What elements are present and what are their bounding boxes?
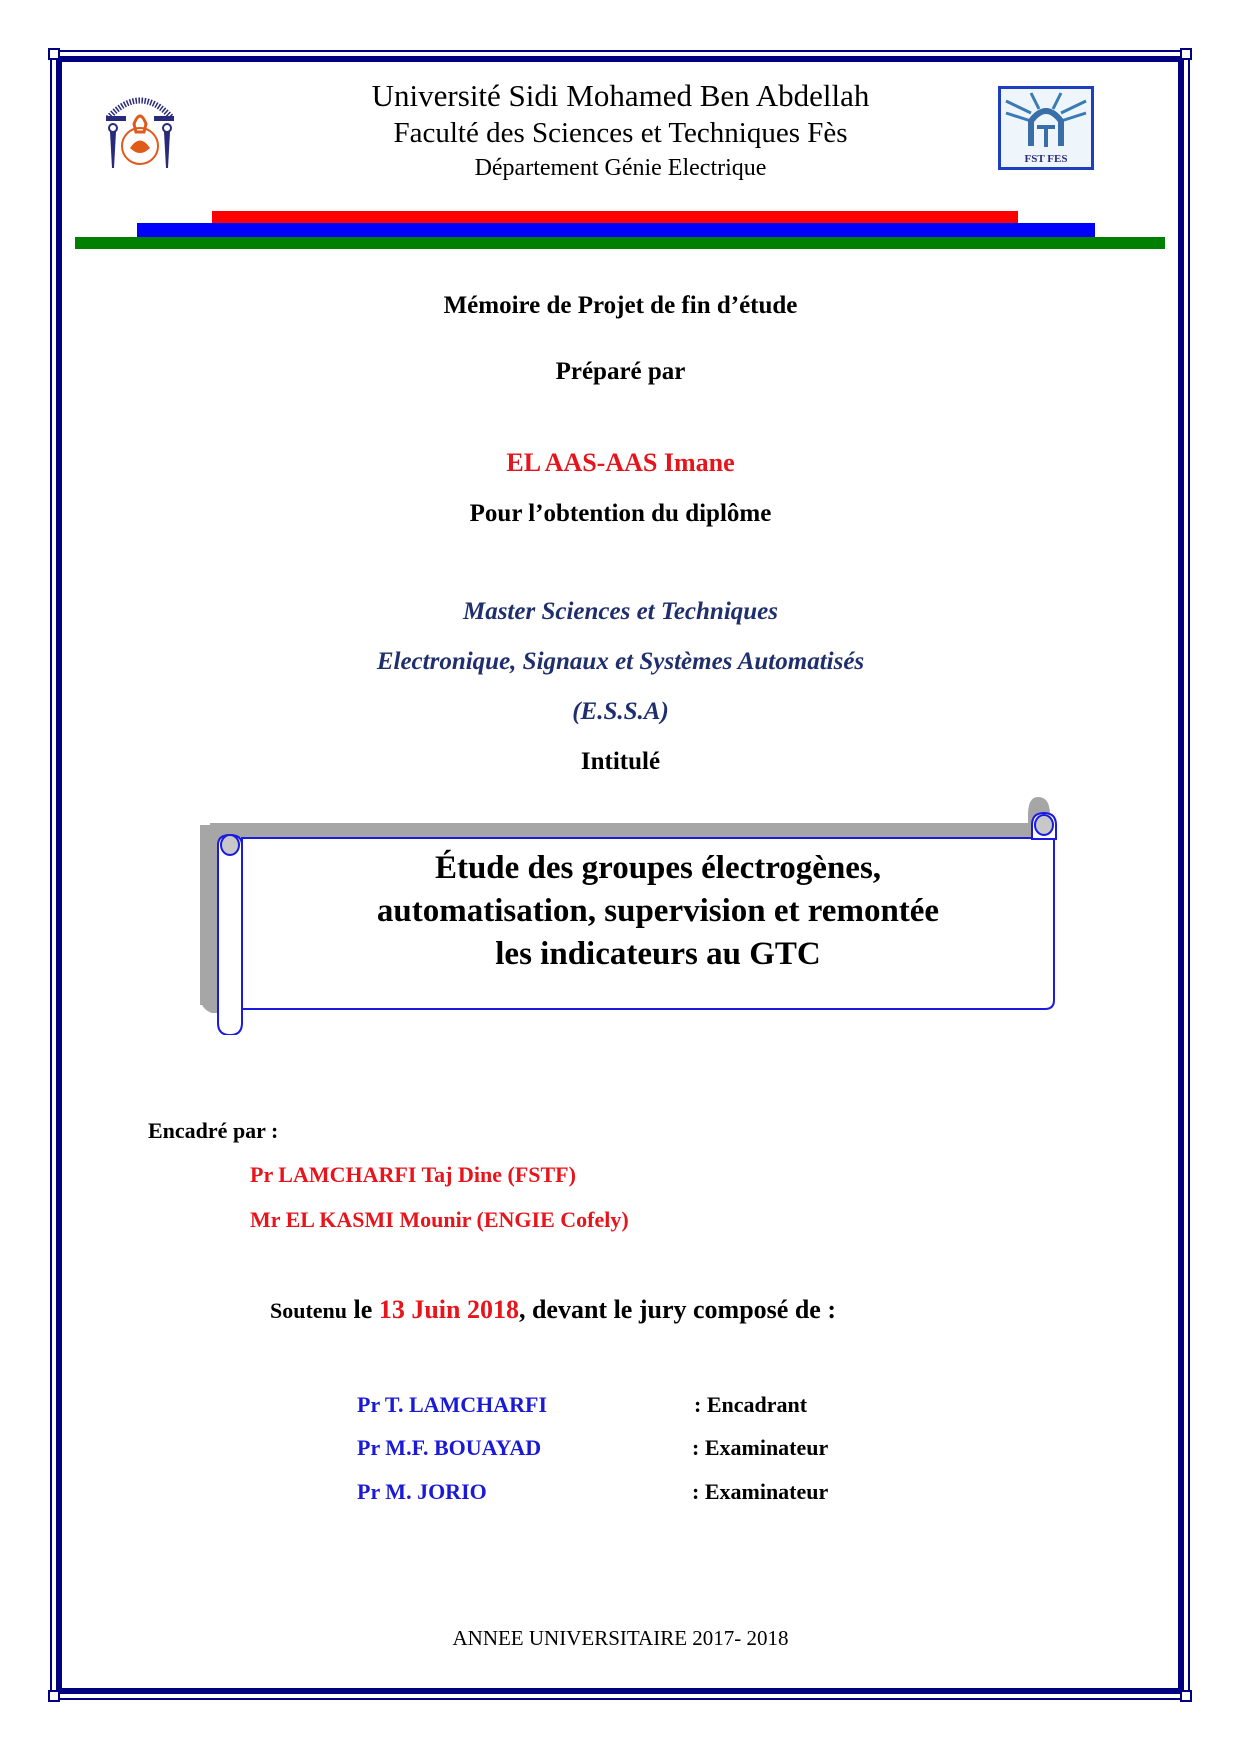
fst-fes-logo-icon <box>998 86 1094 170</box>
title-scroll-banner <box>198 795 1058 1035</box>
supervisor-1: Pr LAMCHARFI Taj Dine (FSTF) <box>250 1162 576 1187</box>
academic-year: ANNEE UNIVERSITAIRE 2017- 2018 <box>452 1626 789 1650</box>
jury-member-1-name: Pr T. LAMCHARFI <box>357 1392 548 1417</box>
jury-member-1-role: : Encadrant <box>694 1392 808 1417</box>
jury-member-3-name: Pr M. JORIO <box>357 1479 487 1504</box>
corner-ornament-bottom-right <box>1180 1690 1192 1702</box>
title-label: Intitulé <box>580 748 661 775</box>
program-acronym: (E.S.S.A) <box>572 698 669 725</box>
author-name: EL AAS-AAS Imane <box>506 448 735 477</box>
department-name: Département Génie Electrique <box>474 155 767 181</box>
supervised-by-label: Encadré par : <box>148 1118 279 1143</box>
defense-suffix: , devant le jury composé de : <box>518 1295 836 1324</box>
fst-fes-logo-label: FST FES <box>1024 153 1068 165</box>
decor-bar-green <box>75 237 1165 249</box>
corner-ornament-bottom-left <box>48 1690 60 1702</box>
memoire-label: Mémoire de Projet de fin d’étude <box>443 292 798 319</box>
faculty-name: Faculté des Sciences et Techniques Fès <box>393 117 848 149</box>
thesis-title-line-1: Étude des groupes électrogènes, <box>434 850 882 886</box>
supervisor-2: Mr EL KASMI Mounir (ENGIE Cofely) <box>250 1207 629 1232</box>
corner-ornament-top-left <box>48 48 60 60</box>
university-name: Université Sidi Mohamed Ben Abdellah <box>371 78 870 113</box>
defense-prefix-small: Soutenu <box>270 1298 348 1323</box>
decor-bar-blue <box>137 223 1095 237</box>
defense-statement <box>270 1295 836 1325</box>
decor-bar-red <box>212 211 1018 223</box>
corner-ornament-top-right <box>1180 48 1192 60</box>
jury-member-2-name: Pr M.F. BOUAYAD <box>357 1435 542 1460</box>
thesis-title-line-2: automatisation, supervision et remontée <box>376 893 940 929</box>
program-line-1: Master Sciences et Techniques <box>462 598 779 625</box>
program-line-2: Electronique, Signaux et Systèmes Automatisés <box>376 648 865 675</box>
defense-date: 13 Juin 2018 <box>378 1295 519 1324</box>
jury-member-3-role: : Examinateur <box>692 1479 829 1504</box>
thesis-title-line-3: les indicateurs au GTC <box>495 936 821 972</box>
thesis-title <box>258 847 1058 976</box>
prepared-by-label: Préparé par <box>555 358 686 385</box>
diploma-label: Pour l’obtention du diplôme <box>469 500 772 527</box>
jury-member-2-role: : Examinateur <box>692 1435 829 1460</box>
defense-prefix: le <box>347 1295 379 1324</box>
